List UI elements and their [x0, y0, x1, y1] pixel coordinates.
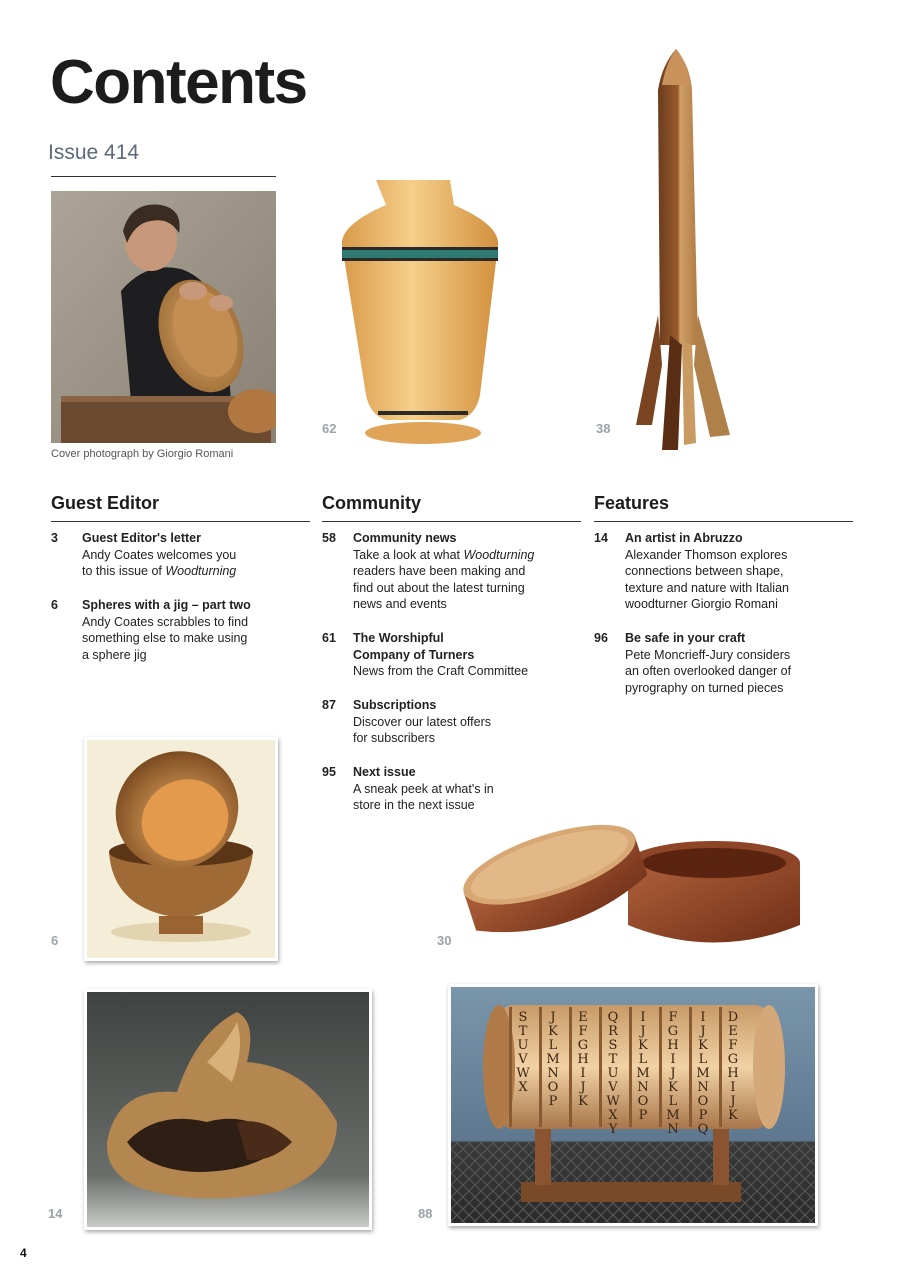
cipher-letter: M: [696, 1066, 710, 1081]
cipher-letter: M: [546, 1052, 560, 1067]
toc-entry[interactable]: [322, 630, 572, 680]
cipher-letter: M: [636, 1066, 650, 1081]
cipher-letter: O: [637, 1094, 649, 1109]
box-page-number: 30: [437, 933, 452, 948]
cipher-ring-divider: [599, 1007, 602, 1127]
section-rule-features: [594, 521, 853, 522]
entry-page: 58: [322, 531, 336, 545]
cipher-letter: N: [697, 1080, 709, 1095]
burl-bowl-photo: [84, 989, 372, 1230]
toc-entry[interactable]: [51, 597, 301, 663]
cipher-letter: F: [578, 1024, 588, 1039]
cipher-letter: L: [638, 1052, 648, 1067]
toc-entry[interactable]: [322, 530, 572, 612]
cipher-letter: U: [517, 1038, 529, 1053]
entry-title: Spheres with a jig – part two: [82, 598, 251, 612]
entry-title: An artist in Abruzzo: [625, 531, 743, 545]
cipher-letter: J: [580, 1080, 586, 1095]
entry-title: Guest Editor's letter: [82, 531, 201, 545]
cipher-letter: L: [698, 1052, 708, 1067]
section-rule-community: [322, 521, 581, 522]
cipher-letter: E: [728, 1024, 738, 1039]
cipher-letter: X: [518, 1080, 528, 1095]
issue-number: Issue 414: [48, 141, 140, 164]
entry-line: an often overlooked danger of: [625, 664, 792, 678]
entry-title: Next issue: [353, 765, 416, 779]
entry-title: Community news: [353, 531, 457, 545]
toc-entry[interactable]: [594, 530, 854, 612]
cipher-ring-divider: [569, 1007, 572, 1127]
cipher-photo: [448, 984, 818, 1226]
entry-line: texture and nature with Italian: [625, 580, 789, 595]
header-rule: [51, 176, 276, 177]
bowls-photo: [84, 737, 278, 961]
entry-line: A sneak peek at what's in: [353, 781, 494, 796]
entry-title: The Worshipful: [353, 631, 444, 645]
cipher-letter: T: [608, 1052, 618, 1067]
cipher-letter: P: [548, 1094, 558, 1109]
entry-page: 3: [51, 531, 58, 545]
cipher-ring-divider: [659, 1007, 662, 1127]
cipher-letter: H: [577, 1052, 589, 1067]
entry-line: Discover our latest offers: [353, 714, 492, 729]
cipher-letter: M: [666, 1108, 680, 1123]
cipher-letter: J: [550, 1010, 556, 1025]
cipher-letter: V: [608, 1080, 618, 1095]
cipher-letter: K: [578, 1094, 588, 1109]
cipher-letter: S: [608, 1038, 618, 1053]
cipher-letter: I: [700, 1010, 706, 1025]
cipher-letter: W: [516, 1066, 530, 1081]
vase-page-number: 62: [322, 421, 337, 436]
cipher-letter: I: [670, 1052, 676, 1067]
cipher-letter: X: [608, 1108, 618, 1123]
section-title-features: Features: [594, 493, 670, 513]
cipher-letter: U: [607, 1066, 619, 1081]
cipher-letter: P: [698, 1108, 708, 1123]
cipher-letter: I: [730, 1080, 736, 1095]
entry-line: pyrography on turned pieces: [625, 680, 784, 695]
entry-line: Pete Moncrieff-Jury considers: [625, 647, 791, 662]
cipher-letter: W: [606, 1094, 620, 1109]
toc-entry[interactable]: [594, 630, 854, 696]
burl-bowl-illustration: [87, 992, 369, 1227]
entry-line: for subscribers: [353, 731, 435, 745]
cipher-letter: J: [640, 1024, 646, 1039]
cipher-letter: G: [667, 1024, 679, 1039]
cipher-illustration: [451, 987, 815, 1223]
entry-line: find out about the latest turning: [353, 580, 525, 595]
cipher-letter: O: [547, 1080, 559, 1095]
cipher-letter: I: [580, 1066, 586, 1081]
entry-title: Subscriptions: [353, 698, 437, 712]
cipher-letter: H: [727, 1066, 739, 1081]
cipher-letter: Q: [607, 1010, 619, 1025]
vase-photo: [330, 175, 510, 450]
cipher-letter: I: [640, 1010, 646, 1025]
entry-line: Andy Coates scrabbles to find: [82, 614, 249, 629]
entry-line: Take a look at what Woodturning: [353, 547, 535, 562]
page-title: Contents: [50, 48, 307, 117]
cipher-letter: L: [668, 1094, 678, 1109]
entry-line: Alexander Thomson explores: [625, 547, 788, 562]
entry-line: readers have been making and: [353, 564, 526, 578]
entry-page: 87: [322, 698, 336, 712]
entry-page: 95: [322, 765, 336, 779]
cipher-letter: F: [668, 1010, 678, 1025]
cipher-letter: L: [548, 1038, 558, 1053]
cipher-letter: N: [637, 1080, 649, 1095]
entry-title: Be safe in your craft: [625, 631, 746, 645]
entry-title: Company of Turners: [353, 647, 475, 662]
cipher-letter: O: [697, 1094, 709, 1109]
cipher-letter: J: [730, 1094, 736, 1109]
entry-page: 96: [594, 631, 608, 645]
page-folio: 4: [20, 1246, 27, 1260]
cipher-letter: J: [670, 1066, 676, 1081]
cipher-letter: G: [577, 1038, 589, 1053]
cipher-letter: V: [518, 1052, 528, 1067]
cover-photo-illustration: [51, 191, 276, 443]
toc-entry[interactable]: [51, 530, 301, 580]
entry-line: news and events: [353, 597, 447, 611]
entry-line: a sphere jig: [82, 647, 147, 662]
burl-bowl-page-number: 14: [48, 1206, 63, 1221]
box-illustration: [452, 795, 802, 950]
cipher-ring-divider: [509, 1007, 512, 1127]
cipher-letter: N: [547, 1066, 559, 1081]
cipher-ring-divider: [539, 1007, 542, 1127]
cipher-letter: P: [638, 1108, 648, 1123]
bowls-page-number: 6: [51, 933, 59, 948]
cipher-ring-divider: [629, 1007, 632, 1127]
cipher-letter: Q: [697, 1122, 709, 1137]
rocket-page-number: 38: [596, 421, 611, 436]
entry-line: connections between shape,: [625, 564, 784, 578]
cipher-letter: D: [727, 1010, 739, 1025]
cover-caption: Cover photograph by Giorgio Romani: [51, 448, 234, 460]
cipher-letter: F: [728, 1038, 738, 1053]
cipher-letter: H: [667, 1038, 679, 1053]
cipher-letter: K: [698, 1038, 708, 1053]
entry-page: 6: [51, 598, 58, 612]
cipher-letter: T: [518, 1024, 528, 1039]
entry-line: something else to make using: [82, 631, 248, 645]
cipher-letter: K: [548, 1024, 558, 1039]
cipher-letter: N: [667, 1122, 679, 1137]
entry-page: 61: [322, 631, 336, 645]
entry-line: Andy Coates welcomes you: [82, 547, 237, 562]
cipher-letter: Y: [608, 1122, 618, 1137]
cipher-ring-divider: [689, 1007, 692, 1127]
cipher-letter: S: [518, 1010, 528, 1025]
cipher-letter: R: [608, 1024, 618, 1039]
vase-illustration: [330, 175, 510, 450]
cipher-letter: G: [727, 1052, 739, 1067]
section-title-guest-editor: Guest Editor: [51, 493, 160, 513]
section-title-community: Community: [322, 493, 421, 513]
rocket-illustration: [632, 45, 737, 455]
cipher-page-number: 88: [418, 1206, 433, 1221]
toc-entry[interactable]: [322, 697, 572, 747]
cipher-letter: K: [728, 1108, 738, 1123]
entry-line: store in the next issue: [353, 798, 475, 812]
box-photo: [452, 795, 802, 950]
cipher-letter: E: [578, 1010, 588, 1025]
cipher-letter: K: [668, 1080, 678, 1095]
entry-line: News from the Craft Committee: [353, 664, 529, 678]
entry-line: to this issue of Woodturning: [82, 564, 237, 578]
section-rule-guest-editor: [51, 521, 310, 522]
rocket-photo: [632, 45, 737, 455]
cover-photo: [51, 191, 276, 443]
cipher-letter: K: [638, 1038, 648, 1053]
magazine-name: Woodturning: [463, 547, 535, 562]
bowls-illustration: [87, 740, 275, 958]
cipher-letter: J: [700, 1024, 706, 1039]
entry-page: 14: [594, 531, 608, 545]
magazine-name: Woodturning: [165, 564, 237, 578]
cipher-ring-divider: [719, 1007, 722, 1127]
entry-line: woodturner Giorgio Romani: [625, 597, 778, 611]
